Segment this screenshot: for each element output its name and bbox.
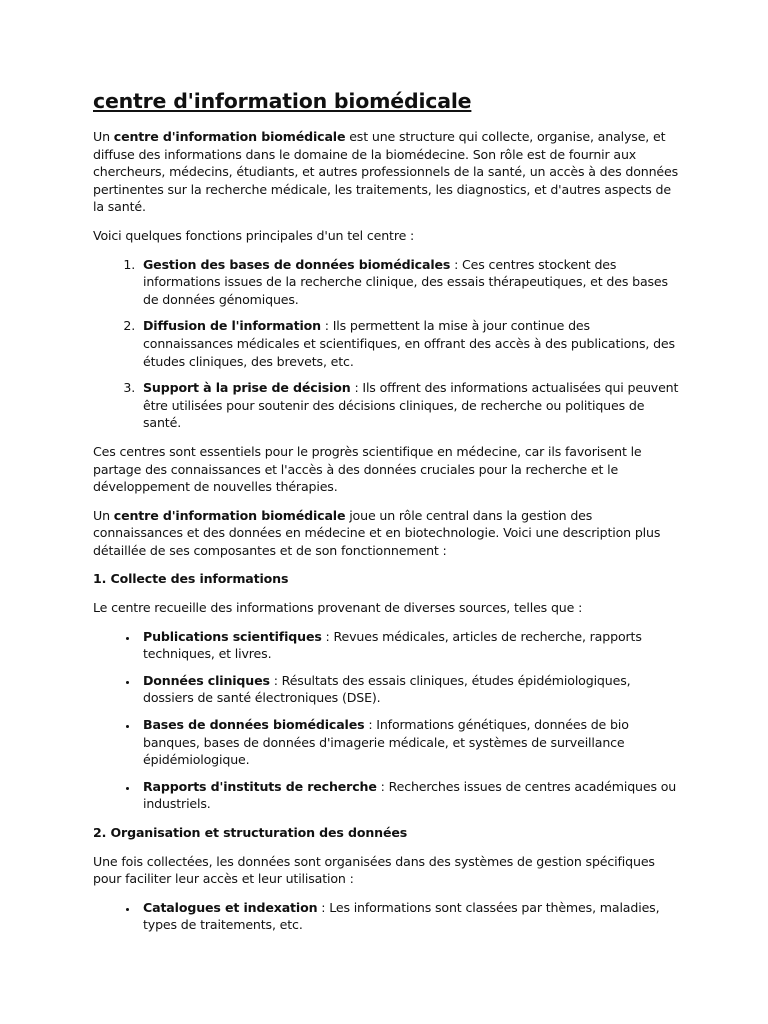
- list-item: [139, 672, 683, 707]
- functions-intro: Voici quelques fonctions principales d'un tel centre :: [93, 227, 415, 243]
- list-item: [139, 317, 683, 370]
- list-item: [139, 256, 683, 309]
- list-item: [139, 899, 683, 934]
- section2-heading: 2. Organisation et structuration des données: [93, 825, 408, 840]
- list-item: [139, 716, 683, 769]
- item-text: : Revues médicales, articles de recherche, rapports techniques, et livres.: [143, 628, 642, 662]
- intro-paragraph: [93, 128, 683, 216]
- list-item: [139, 778, 683, 813]
- second-intro-bold-term: centre d'information biomédicale: [113, 507, 346, 523]
- item-text: : Informations génétiques, données de bio banques, bases de données d'imagerie médicale, et systèmes de surveillance épidémiologique.: [143, 717, 629, 768]
- item-bold-term: Données cliniques: [143, 672, 270, 688]
- list-item: [139, 628, 683, 663]
- section1-intro: Le centre recueille des informations provenant de diverses sources, telles que :: [93, 600, 583, 616]
- item-text: : Ils offrent des informations actualisées qui peuvent être utilisées pour soutenir des décisions cliniques, de recherche ou politiques de santé.: [143, 380, 679, 431]
- item-text: : Ces centres stockent des informations issues de la recherche clinique, des essais thérapeutiques, et des bases de données génomiques.: [143, 256, 668, 307]
- item-bold-term: Catalogues et indexation: [143, 899, 318, 915]
- section1-heading: 1. Collecte des informations: [93, 571, 289, 587]
- item-text: : Résultats des essais cliniques, études épidémiologiques, dossiers de santé électroniques (DSE).: [143, 672, 631, 706]
- intro-text: est une structure qui collecte, organise, analyse, et diffuse des informations dans le domaine de la biomédecine. Son rôle est de fournir aux chercheurs, médecins, étudiants, et autres professionnels de la santé, un accès à des données pertinentes sur la recherche médicale, les traitements, les diagnostics, et d'autres aspects de la santé.: [93, 129, 679, 215]
- item-text: : Les informations sont classées par thèmes, maladies, types de traitements, etc.: [143, 899, 660, 933]
- section2-intro: Une fois collectées, les données sont organisées dans des systèmes de gestion spécifiques pour faciliter leur accès et leur utilisation :: [93, 853, 655, 887]
- second-intro-prefix: Un: [93, 507, 114, 523]
- second-intro-paragraph: [93, 507, 683, 560]
- item-bold-term: Gestion des bases de données biomédicales: [143, 256, 451, 272]
- item-text: : Recherches issues de centres académiques ou industriels.: [143, 778, 677, 812]
- second-intro-text: joue un rôle central dans la gestion des connaissances et des données en médecine et en biotechnologie. Voici une description plus détaillée de ses composantes et de son fonctionnement :: [93, 507, 661, 558]
- intro-bold-term: centre d'information biomédicale: [113, 129, 346, 144]
- item-bold-term: Publications scientifiques: [143, 628, 322, 644]
- item-bold-term: Support à la prise de décision: [143, 380, 351, 396]
- document-title: centre d'information biomédicale: [93, 89, 472, 113]
- list-item: [139, 379, 683, 432]
- item-bold-term: Rapports d'instituts de recherche: [143, 778, 377, 794]
- item-bold-term: Diffusion de l'information: [143, 318, 321, 334]
- section1-list: [93, 628, 683, 813]
- item-text: : Ils permettent la mise à jour continue des connaissances médicales et scientifiques, en offrant des accès à des publications, des études cliniques, des brevets, etc.: [143, 318, 675, 369]
- section2-list: [93, 899, 683, 934]
- item-bold-term: Bases de données biomédicales: [143, 717, 365, 733]
- document-page: [93, 86, 683, 945]
- functions-list: [93, 256, 683, 432]
- intro-prefix: Un: [93, 129, 114, 144]
- conclusion-paragraph: Ces centres sont essentiels pour le progrès scientifique en médecine, car ils favorisent le partage des connaissances et l'accès à des données cruciales pour la recherche et le développement de nouvelles thérapies.: [93, 443, 642, 495]
